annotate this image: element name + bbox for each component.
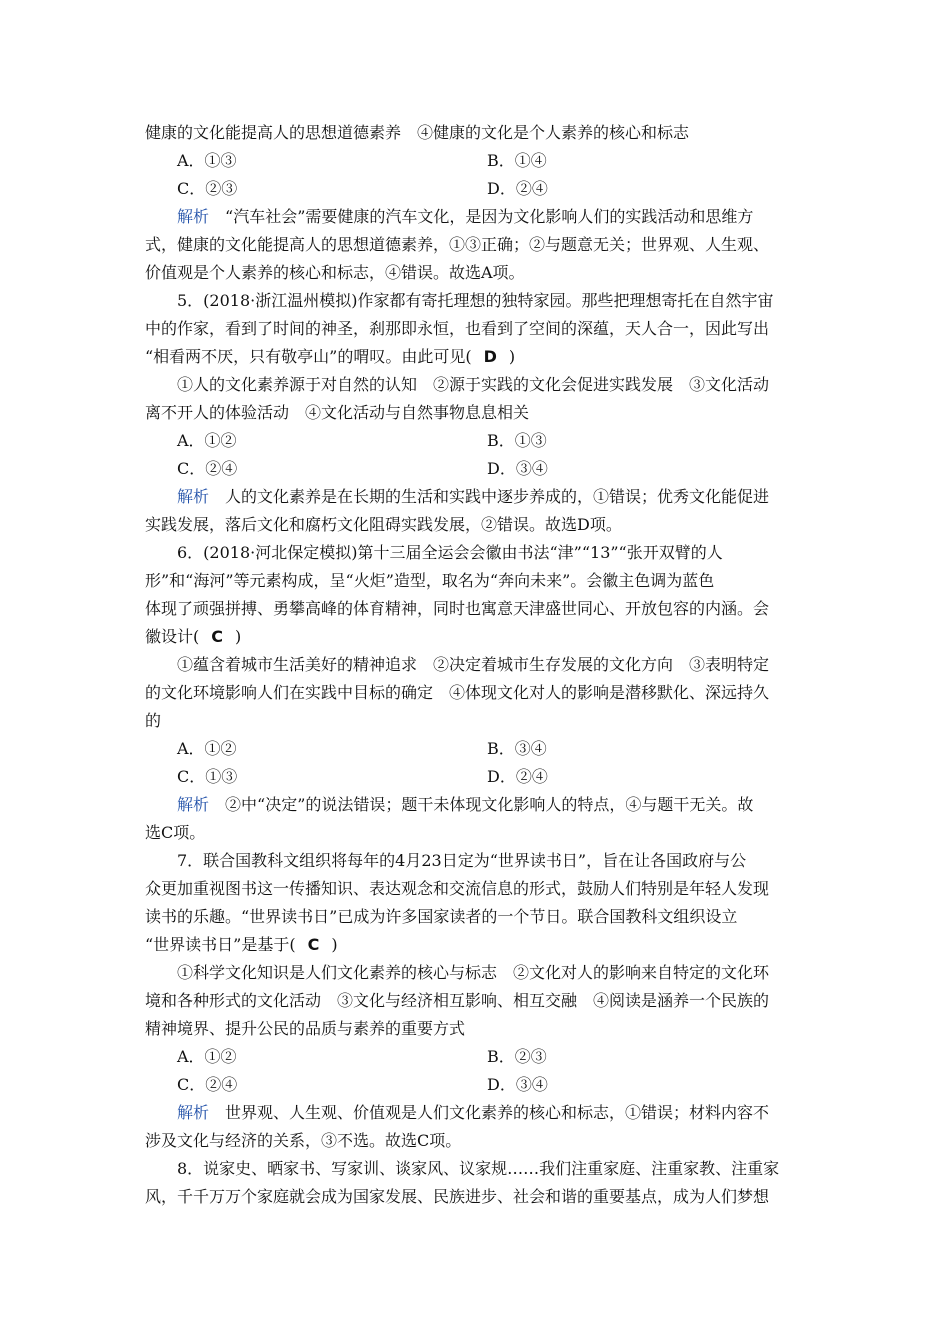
analysis-label: 解析 [177,1103,210,1122]
q7-answer: C [307,935,320,954]
q5-option-a: A．①② [177,431,237,450]
q8-stem-line: 8．说家史、晒家书、写家训、谈家风、议家规……我们注重家庭、注重家教、注重家 [177,1159,780,1178]
q5-option-b: B．①③ [487,431,547,450]
q4-analysis-line: 解析 “汽车社会”需要健康的汽车文化，是因为文化影响人们的实践活动和思维方 [177,207,754,226]
q5-stem-line: 中的作家，看到了时间的神圣，刹那即永恒，也看到了空间的深蕴，天人合一，因此写出 [145,319,770,338]
q6-choice-line: 的文化环境影响人们在实践中目标的确定 ④体现文化对人的影响是潜移默化、深远持久 [145,683,770,702]
q5-analysis-line: 实践发展，落后文化和腐朽文化阻碍实践发展，②错误。故选D项。 [145,515,622,534]
q7-stem-line: 7．联合国教科文组织将每年的4月23日定为“世界读书日”，旨在让各国政府与公 [177,851,747,870]
q7-choice-line: ①科学文化知识是人们文化素养的核心与标志 ②文化对人的影响来自特定的文化环 [177,963,770,982]
q4-option-a: A．①③ [177,151,237,170]
q7-choice-line: 境和各种形式的文化活动 ③文化与经济相互影响、相互交融 ④阅读是涵养一个民族的 [145,991,770,1010]
q6-answer: C [211,627,223,646]
q6-stem-line: 形”和“海河”等元素构成，呈“火炬”造型，取名为“奔向未来”。会徽主色调为蓝色 [145,571,715,590]
q4-stem-line: 健康的文化能提高人的思想道德素养 ④健康的文化是个人素养的核心和标志 [145,123,690,142]
q6-option-b: B．③④ [487,739,547,758]
q7-stem-line: 众更加重视图书这一传播知识、表达观念和交流信息的形式，鼓励人们特别是年轻人发现 [145,879,770,898]
q6-option-a: A．①② [177,739,237,758]
q7-option-a: A．①② [177,1047,237,1066]
q5-stem-line: 5．(2018·浙江温州模拟)作家都有寄托理想的独特家园。那些把理想寄托在自然宇宙 [177,291,774,310]
q7-analysis-line: 涉及文化与经济的关系，③不选。故选C项。 [145,1131,462,1150]
q7-option-d: D．③④ [487,1075,548,1094]
q5-answer: D [483,347,497,366]
q4-option-c: C．②③ [177,179,238,198]
q4-analysis-line: 式，健康的文化能提高人的思想道德素养，①③正确；②与题意无关；世界观、人生观、 [145,235,770,254]
analysis-label: 解析 [177,487,210,506]
q5-option-d: D．③④ [487,459,548,478]
q6-analysis-line: 选C项。 [145,823,206,842]
q6-stem-line: 6．(2018·河北保定模拟)第十三届全运会会徽由书法“津”“13”“张开双臂的人 [177,543,723,562]
analysis-label: 解析 [177,795,210,814]
q5-analysis-line: 解析 人的文化素养是在长期的生活和实践中逐步养成的，①错误；优秀文化能促进 [177,487,770,506]
q7-option-c: C．②④ [177,1075,238,1094]
q6-stem-line: 徽设计( C ) [145,627,242,646]
q7-choice-line: 精神境界、提升公民的品质与素养的重要方式 [145,1019,466,1038]
q7-stem-line: “世界读书日”是基于( C ) [145,935,338,954]
q6-choice-line: ①蕴含着城市生活美好的精神追求 ②决定着城市生存发展的文化方向 ③表明特定 [177,655,770,674]
q6-option-d: D．②④ [487,767,548,786]
q5-option-c: C．②④ [177,459,238,478]
q8-stem-line: 风，千千万万个家庭就会成为国家发展、民族进步、社会和谐的重要基点，成为人们梦想 [145,1187,770,1206]
q7-stem-line: 读书的乐趣。“世界读书日”已成为许多国家读者的一个节日。联合国教科文组织设立 [145,907,738,926]
q4-analysis-line: 价值观是个人素养的核心和标志，④错误。故选A项。 [145,263,525,282]
q5-stem-line: “相看两不厌，只有敬亭山”的喟叹。由此可见( D ) [145,347,516,366]
q6-analysis-line: 解析 ②中“决定”的说法错误；题干未体现文化影响人的特点，④与题干无关。故 [177,795,754,814]
analysis-label: 解析 [177,207,210,226]
q7-option-b: B．②③ [487,1047,547,1066]
q4-option-b: B．①④ [487,151,547,170]
q4-option-d: D．②④ [487,179,548,198]
q7-analysis-line: 解析 世界观、人生观、价值观是人们文化素养的核心和标志，①错误；材料内容不 [177,1103,770,1122]
q6-choice-line: 的 [145,711,162,730]
q6-option-c: C．①③ [177,767,238,786]
q5-choice-line: 离不开人的体验活动 ④文化活动与自然事物息息相关 [145,403,530,422]
q5-choice-line: ①人的文化素养源于对自然的认知 ②源于实践的文化会促进实践发展 ③文化活动 [177,375,770,394]
q6-stem-line: 体现了顽强拼搏、勇攀高峰的体育精神，同时也寓意天津盛世同心、开放包容的内涵。会 [145,599,770,618]
